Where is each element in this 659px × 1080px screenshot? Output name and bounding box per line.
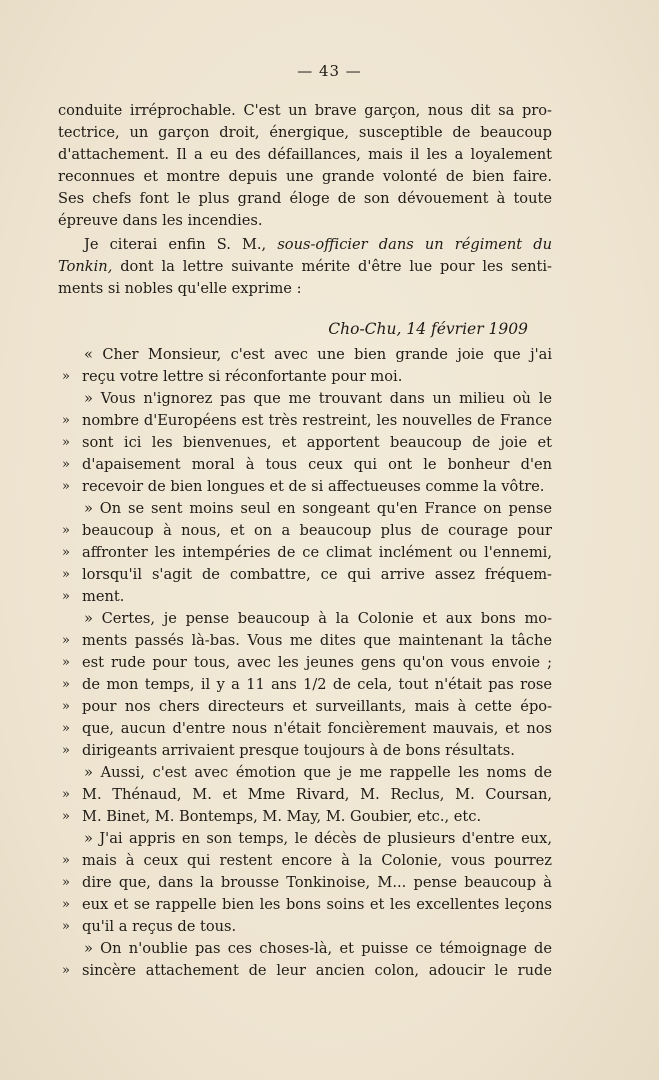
intro-italic-text: Tonkin,: [58, 258, 113, 275]
letter-line: est rude pour tous, avec les jeunes gens qu'on vous envoie ;: [82, 654, 552, 671]
letter-line: mais à ceux qui restent encore à la Colonie, vous pourrez: [82, 852, 552, 869]
letter-line: ment.: [82, 588, 125, 605]
letter-line: lorsqu'il s'agit de combattre, ce qui arrive assez fréquem-: [82, 566, 552, 583]
quote-mark: »: [62, 567, 70, 582]
letter-line: » Certes, je pense beaucoup à la Colonie et aux bons mo-: [84, 610, 552, 627]
letter-line: » J'ai appris en son temps, le décès de plusieurs d'entre eux,: [84, 830, 552, 847]
quote-mark: »: [62, 633, 70, 648]
intro-line: [58, 234, 552, 256]
page-number: — 43 —: [297, 62, 362, 80]
text-line: Ses chefs font le plus grand éloge de son dévouement à toute: [58, 190, 552, 207]
intro-text: Je citerai enfin S. M.,: [84, 236, 278, 253]
quote-mark: »: [62, 677, 70, 692]
letter-line: » Aussi, c'est avec émotion que je me rappelle les noms de: [84, 764, 552, 781]
letter-line: M. Thénaud, M. et Mme Rivard, M. Reclus, M. Coursan,: [82, 786, 552, 803]
text-line: conduite irréprochable. C'est un brave garçon, nous dit sa pro-: [58, 102, 552, 119]
quote-mark: »: [62, 963, 70, 978]
letter-line: que, aucun d'entre nous n'était foncièrement mauvais, et nos: [82, 720, 552, 737]
letter-line: nombre d'Européens est très restreint, les nouvelles de France: [82, 412, 552, 429]
quote-mark: »: [62, 479, 70, 494]
quote-mark: »: [62, 435, 70, 450]
quote-mark: »: [62, 853, 70, 868]
intro-text: dont la lettre suivante mérite d'être lue pour les senti-: [112, 258, 552, 275]
letter-line: » On se sent moins seul en songeant qu'en France on pense: [84, 500, 552, 517]
letter-line: affronter les intempéries de ce climat inclément ou l'ennemi,: [82, 544, 552, 561]
quote-mark: »: [62, 809, 70, 824]
letter-line: beaucoup à nous, et on a beaucoup plus de courage pour: [82, 522, 552, 539]
quote-mark: »: [62, 523, 70, 538]
letter-line: ments passés là-bas. Vous me dites que maintenant la tâche: [82, 632, 552, 649]
intro-line: [58, 256, 552, 278]
quote-mark: »: [62, 897, 70, 912]
letter-line: sont ici les bienvenues, et apportent beaucoup de joie et: [82, 434, 552, 451]
text-line: épreuve dans les incendies.: [58, 212, 263, 229]
letter-line: reçu votre lettre si réconfortante pour moi.: [82, 368, 403, 385]
letter-line: M. Binet, M. Bontemps, M. May, M. Goubier, etc., etc.: [82, 808, 482, 825]
text-line: tectrice, un garçon droit, énergique, susceptible de beaucoup: [58, 124, 552, 141]
letter-line: d'apaisement moral à tous ceux qui ont le bonheur d'en: [82, 456, 552, 473]
letter-line: pour nos chers directeurs et surveillants, mais à cette épo-: [82, 698, 552, 715]
letter-line: » On n'oublie pas ces choses-là, et puisse ce témoignage de: [84, 940, 552, 957]
letter-line: eux et se rappelle bien les bons soins et les excellentes leçons: [82, 896, 552, 913]
quote-mark: »: [62, 589, 70, 604]
quote-mark: »: [62, 919, 70, 934]
letter-line: dire que, dans la brousse Tonkinoise, M... pense beaucoup à: [82, 874, 552, 891]
letter-line: de mon temps, il y a 11 ans 1/2 de cela, tout n'était pas rose: [82, 676, 552, 693]
quote-mark: »: [62, 369, 70, 384]
quote-mark: »: [62, 413, 70, 428]
quote-mark: »: [62, 457, 70, 472]
letter-line: dirigeants arrivaient presque toujours à de bons résultats.: [82, 742, 515, 759]
letter-line: « Cher Monsieur, c'est avec une bien grande joie que j'ai: [84, 346, 552, 363]
intro-line: ments si nobles qu'elle exprime :: [58, 280, 302, 297]
quote-mark: »: [62, 787, 70, 802]
letter-line: » Vous n'ignorez pas que me trouvant dans un milieu où le: [84, 390, 552, 407]
quote-mark: »: [62, 699, 70, 714]
text-line: d'attachement. Il a eu des défaillances, mais il les a loyalement: [58, 146, 552, 163]
quote-mark: »: [62, 721, 70, 736]
letter-dateline: Cho-Chu, 14 février 1909: [328, 320, 528, 338]
quote-mark: »: [62, 743, 70, 758]
intro-italic-text: sous-officier dans un régiment du: [277, 236, 552, 253]
letter-line: sincère attachement de leur ancien colon, adoucir le rude: [82, 962, 552, 979]
quote-mark: »: [62, 655, 70, 670]
quote-mark: »: [62, 875, 70, 890]
letter-line: qu'il a reçus de tous.: [82, 918, 237, 935]
quote-mark: »: [62, 545, 70, 560]
text-line: reconnues et montre depuis une grande volonté de bien faire.: [58, 168, 552, 185]
letter-line: recevoir de bien longues et de si affectueuses comme la vôtre.: [82, 478, 545, 495]
